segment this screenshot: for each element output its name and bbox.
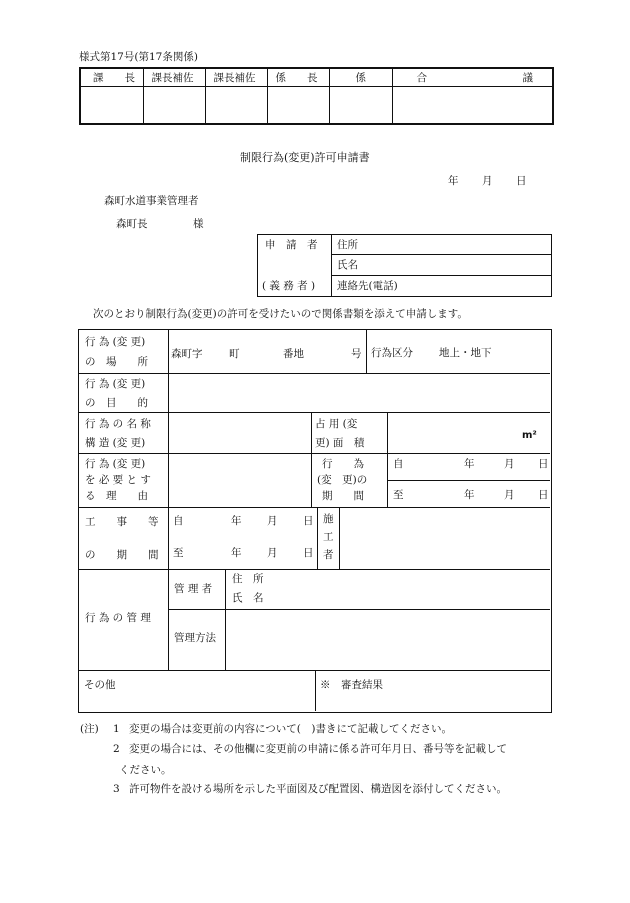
contractor-label-3: 者 xyxy=(323,549,334,561)
approval-header-gogi: 合 議 xyxy=(392,68,553,86)
stamp-cell[interactable] xyxy=(80,86,143,124)
note-3-number: 3 xyxy=(113,783,120,795)
purpose-label-2: の 目 的 xyxy=(85,397,148,409)
purpose-label-1: 行 為 (変 更) xyxy=(85,378,146,390)
works-label-2: の 期 間 xyxy=(85,549,159,561)
date-day: 日 xyxy=(516,175,527,187)
contractor-field[interactable] xyxy=(340,508,549,569)
area-label-1: 占 用 (変 xyxy=(315,418,358,430)
approval-header-kacho: 課 長 xyxy=(80,68,143,86)
manager-field[interactable]: 住 所 氏 名 xyxy=(232,573,264,604)
recipient-org: 森町水道事業管理者 xyxy=(104,195,199,207)
reason-label-1: 行 為 (変 更) xyxy=(85,458,146,470)
approval-header-kakari: 係 xyxy=(329,68,392,86)
approval-header-kakaricho: 係 長 xyxy=(267,68,329,86)
area-field[interactable]: m² xyxy=(522,430,537,441)
act-type-value[interactable]: 地上・地下 xyxy=(439,347,492,359)
management-method-field[interactable] xyxy=(226,610,549,670)
name-structure-field[interactable] xyxy=(169,413,310,453)
note-2-line-1: 変更の場合には、その他欄に変更前の申請に係る許可年月日、番号等を記載して xyxy=(129,743,507,755)
notes-prefix: (注) xyxy=(80,723,99,735)
main-form-table xyxy=(78,329,552,713)
stamp-cell[interactable] xyxy=(329,86,392,124)
stamp-cell[interactable] xyxy=(392,86,553,124)
review-result-field: ※ 審査結果 xyxy=(320,679,383,691)
form-id: 様式第17号(第17条関係) xyxy=(79,51,198,63)
note-2-number: 2 xyxy=(113,743,120,755)
stamp-cell[interactable] xyxy=(205,86,267,124)
purpose-field[interactable] xyxy=(169,374,549,412)
applicant-label: 申 請 者 ( 義 務 者 ) xyxy=(258,235,332,297)
location-label-1: 行 為 (変 更) xyxy=(85,336,146,348)
period-label-3: 期 間 xyxy=(322,490,364,502)
stamp-cell[interactable] xyxy=(267,86,329,124)
period-label-2: (変 更)の xyxy=(317,474,368,486)
approval-header-kacho-hosa-2: 課長補佐 xyxy=(205,68,267,86)
reason-label-2: を 必 要 と す xyxy=(85,474,151,486)
works-from-field[interactable]: 自 年 月 日 xyxy=(173,515,314,527)
date-month: 月 xyxy=(482,175,493,187)
reason-field[interactable] xyxy=(169,454,310,507)
recipient-honorific: 様 xyxy=(193,218,204,230)
approval-stamp-table xyxy=(79,67,554,125)
works-label-1: 工 事 等 xyxy=(85,516,159,528)
recipient-name: 森町長 xyxy=(116,218,148,230)
date-year: 年 xyxy=(448,175,459,187)
stamp-cell[interactable] xyxy=(143,86,205,124)
location-field[interactable]: 森町字 町 番地 号 xyxy=(171,348,362,360)
document-title: 制限行為(変更)許可申請書 xyxy=(240,151,370,164)
name-label-2: 構 造 (変 更) xyxy=(85,437,146,449)
other-field[interactable]: その他 xyxy=(84,679,116,691)
period-to-field[interactable]: 至 年 月 日 xyxy=(393,489,549,501)
note-2-line-2: ください。 xyxy=(119,764,172,776)
applicant-address-field[interactable]: 住所 xyxy=(332,235,552,255)
area-label-2: 更) 面 積 xyxy=(315,437,365,449)
act-type-label: 行為区分 xyxy=(371,347,413,359)
works-to-field[interactable]: 至 年 月 日 xyxy=(173,547,314,559)
name-label-1: 行 為 の 名 称 xyxy=(85,418,151,430)
reason-label-3: る 理 由 xyxy=(85,490,148,502)
note-1: 変更の場合は変更前の内容について( )書きにて記載してください。 xyxy=(129,723,452,735)
management-label: 行 為 の 管 理 xyxy=(85,612,151,624)
approval-header-kacho-hosa-1: 課長補佐 xyxy=(143,68,205,86)
contractor-label-2: 工 xyxy=(323,531,334,543)
note-1-number: 1 xyxy=(113,723,120,735)
method-label: 管理方法 xyxy=(174,632,216,644)
contractor-label-1: 施 xyxy=(323,513,334,525)
applicant-table xyxy=(257,234,552,297)
period-from-field[interactable]: 自 年 月 日 xyxy=(393,458,549,470)
intro-text: 次のとおり制限行為(変更)の許可を受けたいので関係書類を添えて申請します。 xyxy=(93,308,468,320)
applicant-contact-field[interactable]: 連絡先(電話) xyxy=(332,276,552,297)
note-3: 許可物件を設ける場所を示した平面図及び配置図、構造図を添付してください。 xyxy=(129,783,507,795)
period-label-1: 行 為 xyxy=(322,458,364,470)
applicant-name-field[interactable]: 氏名 xyxy=(332,255,552,276)
location-label-2: の 場 所 xyxy=(85,356,148,368)
manager-label: 管 理 者 xyxy=(174,583,213,595)
